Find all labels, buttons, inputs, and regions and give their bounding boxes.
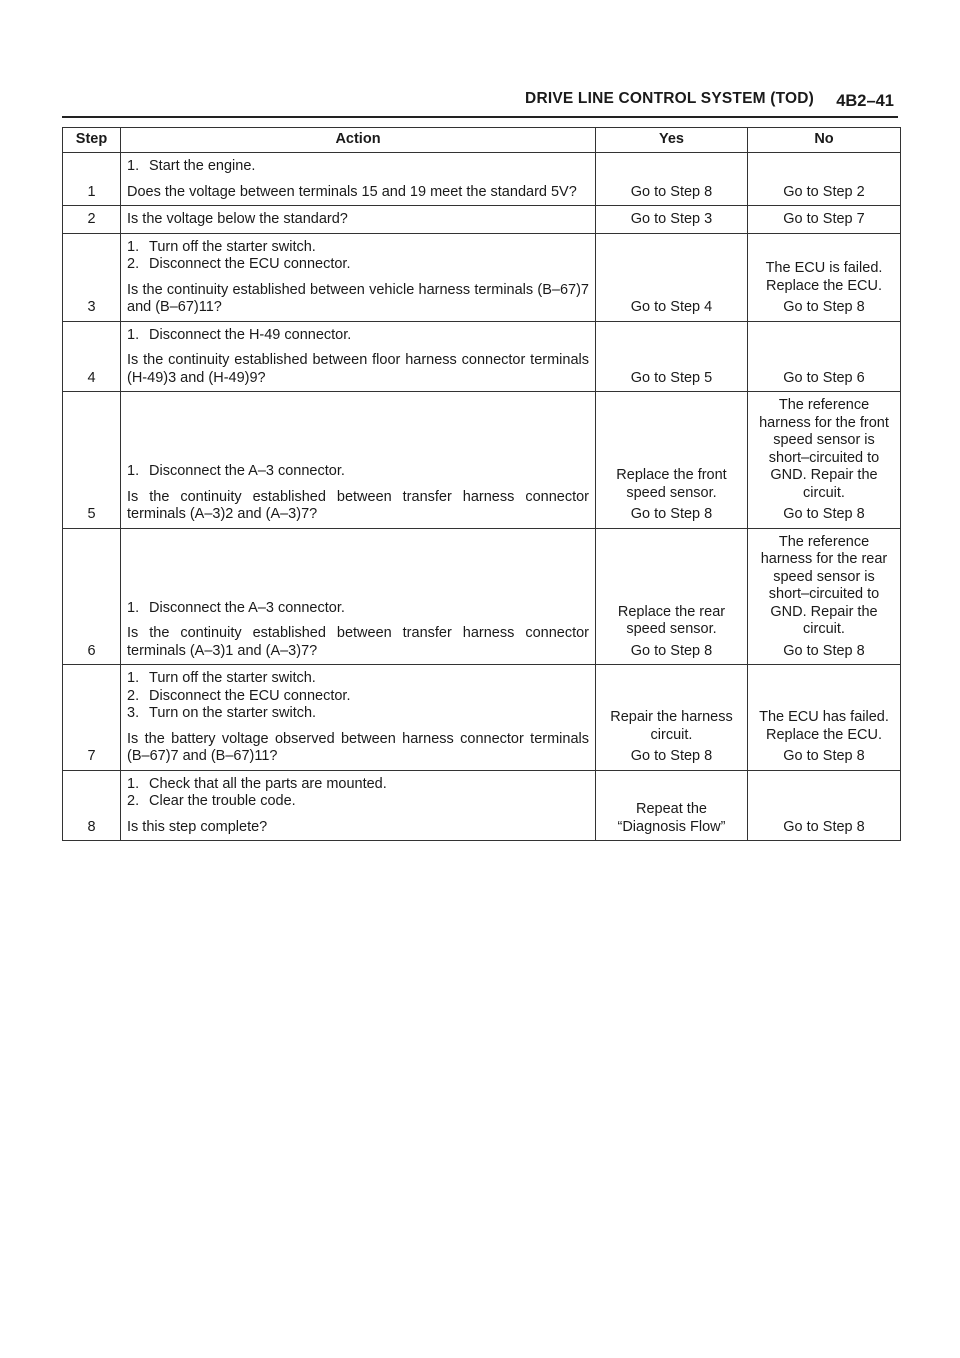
action-steps xyxy=(127,600,589,618)
action-step-number: 1. xyxy=(127,238,140,255)
action-step-text: Turn off the starter switch. xyxy=(149,670,316,686)
action-cell xyxy=(121,392,596,529)
step-number: 1 xyxy=(63,153,121,206)
action-step-number: 1. xyxy=(127,158,140,174)
yes-result-text: Go to Step 5 xyxy=(630,369,713,386)
diagnosis-table xyxy=(62,127,901,841)
no-result-text: The reference harness for the rear speed sensor is short–circuited to GND. Repair the circuit. xyxy=(760,533,888,637)
action-cell xyxy=(121,206,596,234)
action-step-number: 1. xyxy=(127,326,140,343)
action-step-text: Start the engine. xyxy=(149,158,256,174)
no-result-text: Go to Step 8 xyxy=(783,642,865,659)
column-header-step: Step xyxy=(63,128,121,153)
action-step-text: Check that all the parts are mounted. xyxy=(149,775,387,792)
action-step-text: Clear the trouble code. xyxy=(149,793,296,809)
table-row xyxy=(63,233,901,321)
no-result xyxy=(748,321,901,392)
table-row xyxy=(63,153,901,206)
yes-result-text: Go to Step 3 xyxy=(630,211,713,227)
action-steps xyxy=(127,327,589,345)
action-cell xyxy=(121,665,596,771)
table-row xyxy=(63,665,901,771)
yes-result-text: Repeat the “Diagnosis Flow” xyxy=(617,801,726,835)
step-number: 7 xyxy=(63,665,121,771)
action-question: Does the voltage between terminals 15 and 19 meet the standard 5V? xyxy=(127,183,577,200)
yes-result xyxy=(596,665,748,771)
table-header-row xyxy=(63,128,901,153)
step-number: 5 xyxy=(63,392,121,529)
action-step-number: 2. xyxy=(127,793,140,809)
action-cell xyxy=(121,528,596,665)
yes-result xyxy=(596,321,748,392)
action-step-text: Turn off the starter switch. xyxy=(149,238,316,255)
action-step xyxy=(127,327,589,345)
no-result-text: Go to Step 8 xyxy=(783,818,865,835)
action-step-number: 1. xyxy=(127,599,140,616)
step-number: 6 xyxy=(63,528,121,665)
table-row xyxy=(63,321,901,392)
action-step xyxy=(127,256,589,274)
step-number: 4 xyxy=(63,321,121,392)
step-number: 8 xyxy=(63,770,121,841)
action-question: Is the battery voltage observed between harness connector terminals (B–67)7 and (B–67)11? xyxy=(127,730,589,764)
yes-result xyxy=(596,770,748,841)
yes-result-text: Go to Step 8 xyxy=(630,506,713,522)
yes-result xyxy=(596,528,748,665)
action-steps xyxy=(127,463,589,481)
action-cell xyxy=(121,321,596,392)
no-result-text: Go to Step 8 xyxy=(783,506,865,522)
action-step-number: 1. xyxy=(127,775,140,792)
action-step-text: Disconnect the ECU connector. xyxy=(149,256,351,272)
action-step-number: 1. xyxy=(127,463,140,479)
no-result-text: Go to Step 7 xyxy=(783,211,865,227)
yes-result-text: Go to Step 4 xyxy=(630,299,713,315)
table-row xyxy=(63,206,901,234)
no-result xyxy=(748,206,901,234)
page-header xyxy=(62,86,898,118)
action-step xyxy=(127,463,589,481)
no-result-text: Go to Step 6 xyxy=(783,369,865,386)
page-number: 4B2–41 xyxy=(836,92,894,110)
no-result-text: Go to Step 8 xyxy=(783,748,865,764)
action-steps xyxy=(127,158,589,176)
yes-result-text: Go to Step 8 xyxy=(630,183,713,200)
yes-result xyxy=(596,206,748,234)
no-result-text: The ECU is failed. Replace the ECU. xyxy=(765,260,883,294)
yes-result xyxy=(596,153,748,206)
yes-result-text: Go to Step 8 xyxy=(630,748,713,764)
action-question: Is this step complete? xyxy=(127,818,268,835)
no-result xyxy=(748,770,901,841)
table-row xyxy=(63,528,901,665)
yes-result xyxy=(596,233,748,321)
action-step xyxy=(127,600,589,618)
no-result xyxy=(748,528,901,665)
action-step-text: Disconnect the A–3 connector. xyxy=(149,463,345,479)
action-question: Is the voltage below the standard? xyxy=(127,211,348,227)
action-step xyxy=(127,793,589,811)
column-header-yes: Yes xyxy=(596,128,748,153)
yes-result-text: Go to Step 8 xyxy=(630,642,713,659)
no-result xyxy=(748,233,901,321)
action-step xyxy=(127,158,589,176)
yes-result xyxy=(596,392,748,529)
action-step-number: 2. xyxy=(127,256,140,272)
no-result xyxy=(748,392,901,529)
action-step xyxy=(127,670,589,688)
action-question: Is the continuity established between transfer harness connector terminals (A–3)2 and (A–3)7? xyxy=(127,488,589,522)
step-number: 3 xyxy=(63,233,121,321)
action-step-text: Turn on the starter switch. xyxy=(149,705,317,721)
no-result-text: Go to Step 2 xyxy=(783,183,865,200)
no-result xyxy=(748,153,901,206)
action-cell xyxy=(121,770,596,841)
no-result-text: Go to Step 8 xyxy=(783,299,865,315)
action-step xyxy=(127,239,589,257)
action-step-number: 3. xyxy=(127,705,140,721)
column-header-action: Action xyxy=(121,128,596,153)
action-question: Is the continuity established between vehicle harness terminals (B–67)7 and (B–67)11? xyxy=(127,281,589,315)
action-step xyxy=(127,705,589,723)
no-result xyxy=(748,665,901,771)
yes-result-text: Replace the rear speed sensor. xyxy=(617,603,726,637)
action-steps xyxy=(127,776,589,811)
table-row xyxy=(63,770,901,841)
action-steps xyxy=(127,670,589,723)
step-number: 2 xyxy=(63,206,121,234)
action-step-text: Disconnect the A–3 connector. xyxy=(149,599,345,616)
action-question: Is the continuity established between floor harness connector terminals (H-49)3 and (H-49)9? xyxy=(127,352,589,386)
action-step-text: Disconnect the H-49 connector. xyxy=(149,326,352,343)
action-question: Is the continuity established between transfer harness connector terminals (A–3)1 and (A–3)7? xyxy=(127,625,589,659)
column-header-no: No xyxy=(748,128,901,153)
action-step xyxy=(127,688,589,706)
action-cell xyxy=(121,153,596,206)
no-result-text: The reference harness for the front speed sensor is short–circuited to GND. Repair the circuit. xyxy=(759,397,889,501)
action-step xyxy=(127,776,589,794)
yes-result-text: Repair the harness circuit. xyxy=(610,709,733,743)
action-steps xyxy=(127,239,589,274)
section-title: DRIVE LINE CONTROL SYSTEM (TOD) xyxy=(525,90,814,107)
action-step-number: 1. xyxy=(127,670,140,686)
action-step-number: 2. xyxy=(127,687,140,704)
no-result-text: The ECU has failed. Replace the ECU. xyxy=(759,709,889,743)
action-step-text: Disconnect the ECU connector. xyxy=(149,687,351,704)
table-row xyxy=(63,392,901,529)
action-cell xyxy=(121,233,596,321)
yes-result-text: Replace the front speed sensor. xyxy=(616,467,727,501)
